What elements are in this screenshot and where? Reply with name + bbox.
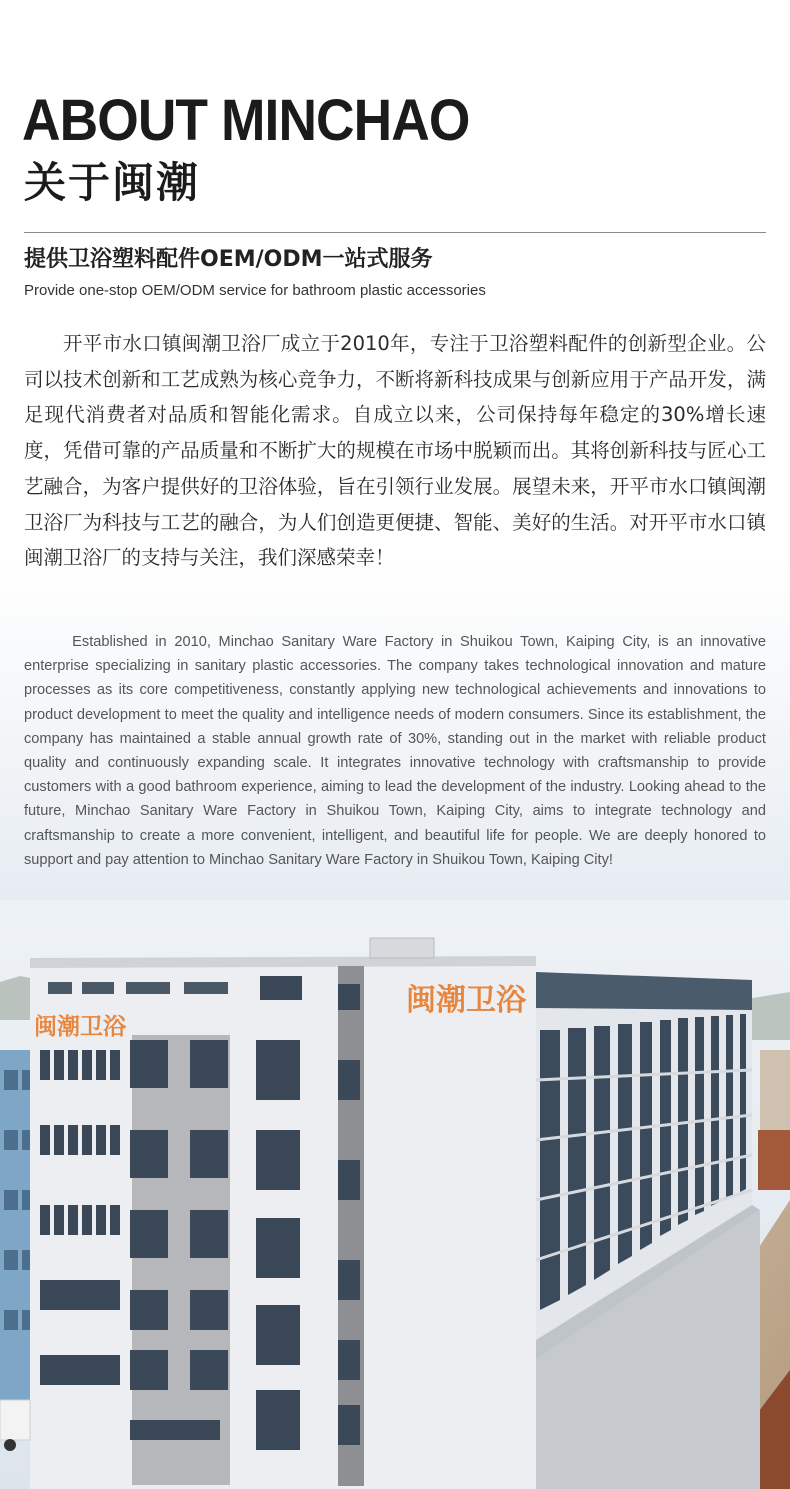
page-title-zh: 关于闽潮 <box>24 158 201 207</box>
roof-band-front <box>30 956 536 968</box>
page-title-en: ABOUT MINCHAO <box>22 88 470 153</box>
front-grey-panel <box>132 1035 230 1485</box>
intro-paragraph-en: Established in 2010, Minchao Sanitary Ware Factory in Shuikou Town, Kaiping City, is an innovative enterprise specializing in sanitary plastic accessories. The company takes technological innovation and mature processes as its core competitiveness, constantly applying new technological achievements and innovations to product development to meet the quality and intelligence needs of modern consumers. Since its establishment, the company has maintained a stable annual growth rate of 30%, standing out in the market with reliable product quality and continuously expanding scale. It integrates innovative technology with craftsmanship to provide customers with a good bathroom experience, aiming to lead the development of the industry. Looking ahead to the future, Minchao Sanitary Ware Factory in Shuikou Town, Kaiping City, aims to integrate technology and craftsmanship to create a more convenient, intelligent, and beautiful life for people. We are deeply honored to support and pay attention to Minchao Sanitary Ware Factory in Shuikou Town, Kaiping City! <box>24 634 766 868</box>
tile-roof-far <box>758 1130 790 1190</box>
truck-wheel <box>4 1439 16 1451</box>
building-sign-main: 闽潮卫浴 <box>406 983 526 1018</box>
title-divider <box>24 232 766 233</box>
intro-paragraph-zh: 开平市水口镇闽潮卫浴厂成立于2010年，专注于卫浴塑料配件的创新型企业。公司以技术创新和工艺成熟为核心竞争力，不断将新科技成果与创新应用于产品开发，满足现代消费者对品质和智能化需求。自成立以来，公司保持每年稳定的30%增长速度，凭借可靠的产品质量和不断扩大的规模在市场中脱颖而出。其将创新科技与匠心工艺融合，为客户提供好的卫浴体验，旨在引领行业发展。展望未来，开平市水口镇闽潮卫浴厂为科技与工艺的融合，为人们创造更便捷、智能、美好的生活。对开平市水口镇闽潮卫浴厂的支持与关注，我们深感荣幸！ <box>24 332 766 570</box>
parked-truck <box>0 1400 30 1440</box>
rooftop-water-tank <box>370 938 434 958</box>
service-title-en: Provide one-stop OEM/ODM service for bathroom plastic accessories <box>24 282 486 299</box>
factory-building-photo <box>0 900 790 1489</box>
service-title-zh: 提供卫浴塑料配件OEM/ODM一站式服务 <box>24 247 433 272</box>
building-sign-side: 闽潮卫浴 <box>34 1014 126 1040</box>
